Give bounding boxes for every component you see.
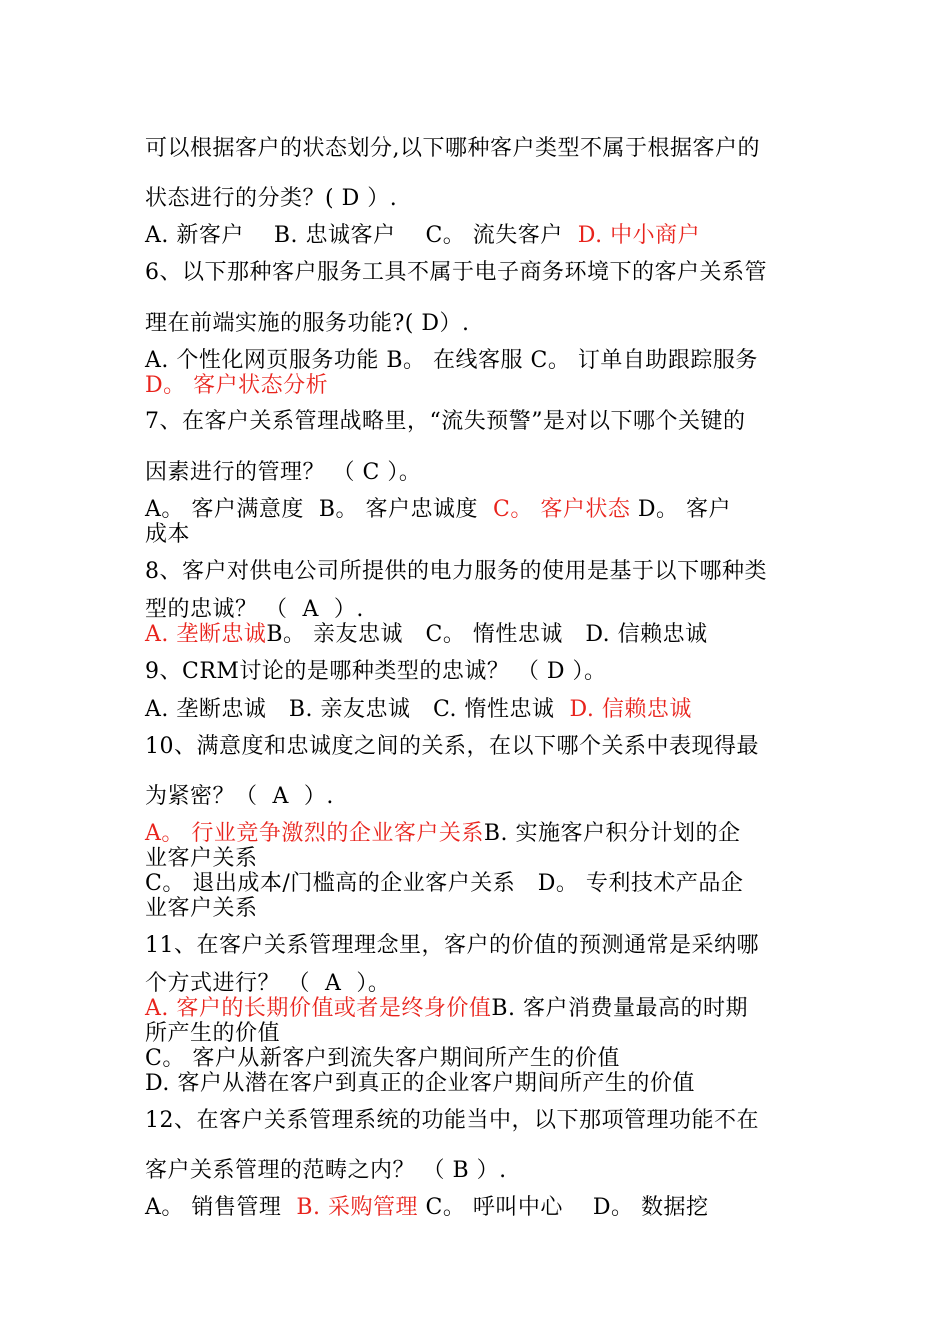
text-segment: C。 呼叫中心 D。 数据挖 — [418, 1195, 709, 1220]
text-segment: B。 亲友忠诚 C。 惰性忠诚 D. 信赖忠诚 — [266, 622, 708, 647]
text-line — [145, 659, 607, 685]
text-line — [145, 896, 258, 922]
text-line — [145, 1158, 507, 1184]
text-segment: 为紧密？（ A ）. — [145, 784, 334, 809]
text-segment: D. 客户从潜在客户到真正的企业客户期间所产生的价值 — [145, 1071, 695, 1096]
text-line — [145, 1195, 708, 1221]
text-segment: 10、满意度和忠诚度之间的关系，在以下哪个关系中表现得最 — [145, 734, 759, 759]
text-line — [145, 373, 328, 399]
text-segment: 9、CRM讨论的是哪种类型的忠诚？ （ D ）。 — [145, 659, 607, 684]
text-line — [145, 311, 470, 337]
text-line — [145, 136, 760, 162]
text-segment: C。 退出成本/门槛高的企业客户关系 D。 专利技术产品企 — [145, 871, 744, 896]
text-line — [145, 1108, 759, 1134]
text-line — [145, 1046, 620, 1072]
text-segment: 7、在客户关系管理战略里，“流失预警”是对以下哪个关键的 — [145, 409, 746, 434]
text-segment: 业客户关系 — [145, 846, 258, 871]
text-line — [145, 933, 759, 959]
text-segment: D。 客户 — [630, 497, 731, 522]
text-segment: 成本 — [145, 522, 191, 547]
text-segment: 理在前端实施的服务功能?( D）. — [145, 311, 470, 336]
text-segment: B. 客户消费量最高的时期 — [491, 996, 749, 1021]
text-segment: 12、在客户关系管理系统的功能当中，以下那项管理功能不在 — [145, 1108, 759, 1133]
text-segment: B. 实施客户积分计划的企 — [483, 821, 741, 846]
text-line — [145, 1071, 695, 1097]
text-line — [145, 597, 364, 623]
text-line — [145, 996, 748, 1022]
text-segment: 6、以下那种客户服务工具不属于电子商务环境下的客户关系管 — [145, 260, 767, 285]
text-segment: A。 客户满意度 B。 客户忠诚度 — [145, 497, 494, 522]
text-line — [145, 348, 758, 374]
text-segment: 因素进行的管理？ （ C ）。 — [145, 460, 422, 485]
text-line — [145, 223, 700, 249]
text-line — [145, 559, 767, 585]
text-segment: C。 客户从新客户到流失客户期间所产生的价值 — [145, 1046, 620, 1071]
text-line — [145, 1021, 280, 1047]
text-segment: A. 新客户 B. 忠诚客户 C。 流失客户 — [145, 223, 578, 248]
text-segment: 可以根据客户的状态划分,以下哪种客户类型不属于根据客户的 — [145, 136, 760, 161]
text-segment: 8、客户对供电公司所提供的电力服务的使用是基于以下哪种类 — [145, 559, 767, 584]
text-line — [145, 409, 746, 435]
text-segment: 所产生的价值 — [145, 1021, 281, 1046]
text-segment: A. 垄断忠诚 B. 亲友忠诚 C. 惰性忠诚 — [145, 697, 570, 722]
text-line — [145, 734, 759, 760]
text-line — [145, 522, 190, 548]
text-segment: 型的忠诚？ （ A ）. — [145, 597, 364, 622]
text-segment: 11、在客户关系管理理念里，客户的价值的预测通常是采纳哪 — [145, 933, 759, 958]
answer-text: A. 客户的长期价值或者是终身价值 — [145, 996, 492, 1021]
text-line — [145, 697, 692, 723]
answer-text: A. 垄断忠诚 — [145, 622, 267, 647]
text-segment: 业客户关系 — [145, 896, 258, 921]
text-line — [145, 846, 258, 872]
text-segment: A。 销售管理 — [145, 1195, 297, 1220]
text-line — [145, 871, 743, 897]
text-line — [145, 260, 767, 286]
text-segment: 客户关系管理的范畴之内？ （ B ）. — [145, 1158, 507, 1183]
text-line — [145, 186, 397, 212]
text-line — [145, 460, 421, 486]
text-segment: 个方式进行？ （ A ）。 — [145, 971, 391, 996]
text-line — [145, 497, 731, 523]
answer-text: D。 客户状态分析 — [145, 373, 329, 398]
text-segment: 状态进行的分类？( D ）. — [145, 186, 398, 211]
text-line — [145, 784, 334, 810]
text-line — [145, 971, 390, 997]
answer-text: B. 采购管理 — [296, 1195, 419, 1220]
answer-text: C。 客户状态 — [493, 497, 631, 522]
answer-text: D. 中小商户 — [577, 223, 701, 248]
answer-text: D. 信赖忠诚 — [569, 697, 692, 722]
answer-text: A。 行业竞争激烈的企业客户关系 — [145, 821, 484, 846]
text-line — [145, 821, 741, 847]
text-line — [145, 622, 708, 648]
text-segment: A. 个性化网页服务功能 B。 在线客服 C。 订单自助跟踪服务 — [145, 348, 758, 373]
